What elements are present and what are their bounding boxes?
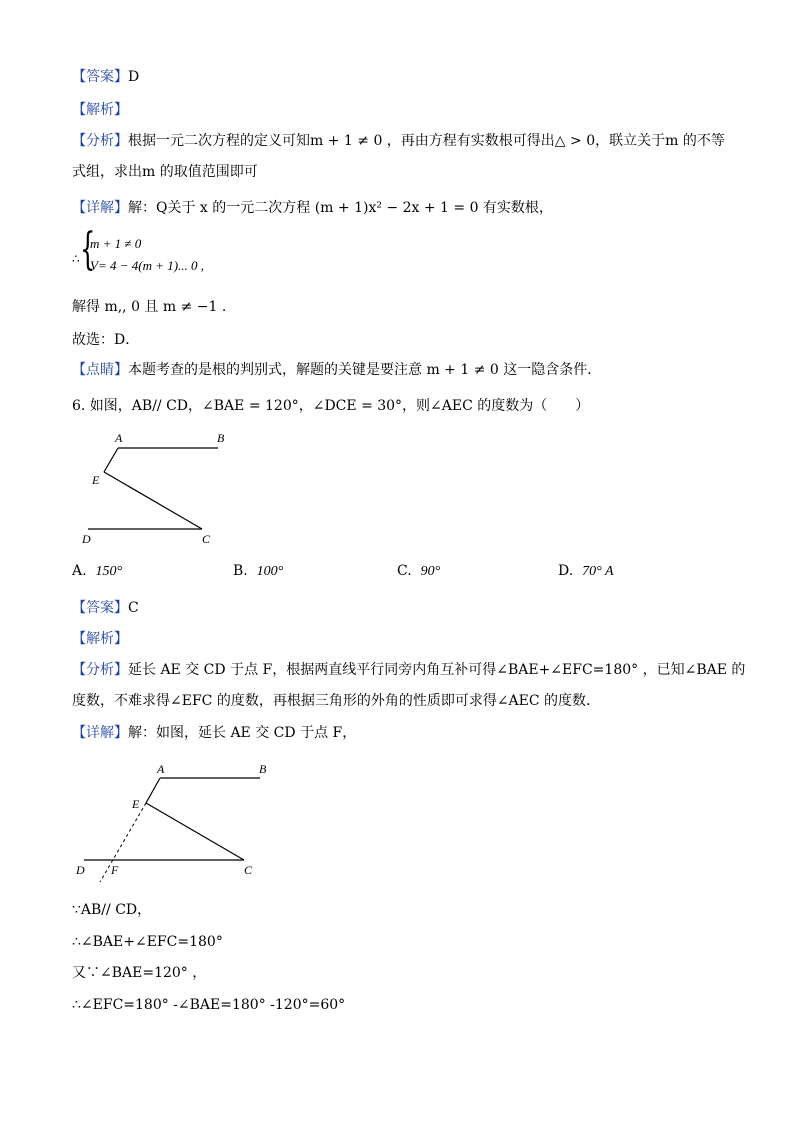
fenxi-text-q6: 延长 AE 交 CD 于点 F，根据两直线平行同旁内角互补可得∠BAE+∠EFC=180° ，已知∠BAE 的 (128, 662, 746, 678)
dianjing-tag: 【点睛】 (72, 362, 128, 378)
option-b (233, 563, 283, 580)
answer-value: D (128, 69, 140, 85)
dianjing-text: 本题考查的是根的判别式，解题的关键是要注意 m + 1 ≠ 0 这一隐含条件． (128, 362, 602, 378)
figure-2 (72, 758, 292, 888)
fig2-label-c: C (244, 863, 253, 877)
fig2-label-d: D (76, 863, 85, 877)
fenxi-line-2: 式组，求出m 的取值范围即可 (72, 164, 258, 180)
brace-icon: { (80, 224, 96, 275)
option-a-value: 150° (95, 564, 123, 579)
step-4: ∴∠EFC=180° -∠BAE=180° -120°=60° (72, 997, 346, 1013)
fenxi-line-2-q6: 度数，不难求得∠EFC 的度数，再根据三角形的外角的性质即可求得∠AEC 的度数． (72, 693, 601, 709)
figure-1 (72, 428, 252, 548)
fenxi-text: 根据一元二次方程的定义可知m + 1 ≠ 0 ，再由方程有实数根可得出△ > 0，联立关于m 的不等 (128, 133, 725, 149)
system-row-2: V= 4 − 4(m + 1)... 0 , (90, 258, 205, 273)
analysis-heading: 【解析】 (72, 102, 128, 118)
fig2-label-a: A (157, 762, 165, 776)
step-1: ∵AB// CD， (72, 902, 152, 918)
xiangjie-text-q6: 解：如图，延长 AE 交 CD 于点 F， (128, 725, 357, 741)
step-2: ∴∠BAE+∠EFC=180° (72, 934, 223, 950)
option-d-value: 70° A (582, 564, 614, 579)
step-3: 又∵∠BAE=120° ， (72, 965, 207, 981)
answer-line-q6 (72, 599, 139, 617)
analysis-heading-q6: 【解析】 (72, 631, 128, 647)
xiangjie-line (72, 199, 553, 217)
fig2-label-e: E (132, 797, 140, 811)
option-d-letter: D. (558, 563, 574, 579)
fig1-label-b: B (217, 431, 225, 445)
answer-tag: 【答案】 (72, 69, 128, 85)
option-a-letter: A. (72, 563, 87, 579)
fenxi-line-1 (72, 132, 725, 150)
question-6-stem: 6. 如图，AB// CD，∠BAE = 120°，∠DCE = 30°，则∠AEC 的度数为（ ） (72, 398, 590, 414)
option-b-value: 100° (256, 564, 284, 579)
fig1-label-d: D (82, 532, 91, 546)
option-c-value: 90° (420, 564, 441, 579)
fig1-label-a: A (115, 431, 123, 445)
option-d (558, 563, 614, 580)
xiangjie-text: 解：Q关于 x 的一元二次方程 (m + 1)x² − 2x + 1 = 0 有实数根， (128, 200, 553, 216)
xiangjie-tag: 【详解】 (72, 200, 128, 216)
answer-line-q5 (72, 68, 139, 86)
fig1-label-c: C (202, 532, 211, 546)
dianjing-line (72, 361, 601, 379)
solve-line: 解得 m,, 0 且 m ≠ −1 . (72, 299, 227, 315)
fenxi-line-1-q6 (72, 661, 745, 679)
fenxi-tag-q6: 【分析】 (72, 662, 128, 678)
xiangjie-line-q6 (72, 724, 356, 742)
option-c-letter: C. (397, 563, 412, 579)
option-c (397, 563, 440, 580)
answer-value-q6: C (128, 600, 139, 616)
option-b-letter: B. (233, 563, 248, 579)
choose-line: 故选：D． (72, 332, 140, 348)
system-row-1: m + 1 ≠ 0 (90, 236, 142, 251)
fig2-label-b: B (259, 762, 267, 776)
answer-tag-q6: 【答案】 (72, 600, 128, 616)
fig2-label-f: F (111, 863, 119, 877)
fig1-label-e: E (92, 473, 100, 487)
xiangjie-tag-q6: 【详解】 (72, 725, 128, 741)
inequality-system (72, 224, 332, 278)
fenxi-tag: 【分析】 (72, 133, 128, 149)
therefore-symbol: ∴ (72, 252, 80, 266)
option-a (72, 563, 122, 580)
